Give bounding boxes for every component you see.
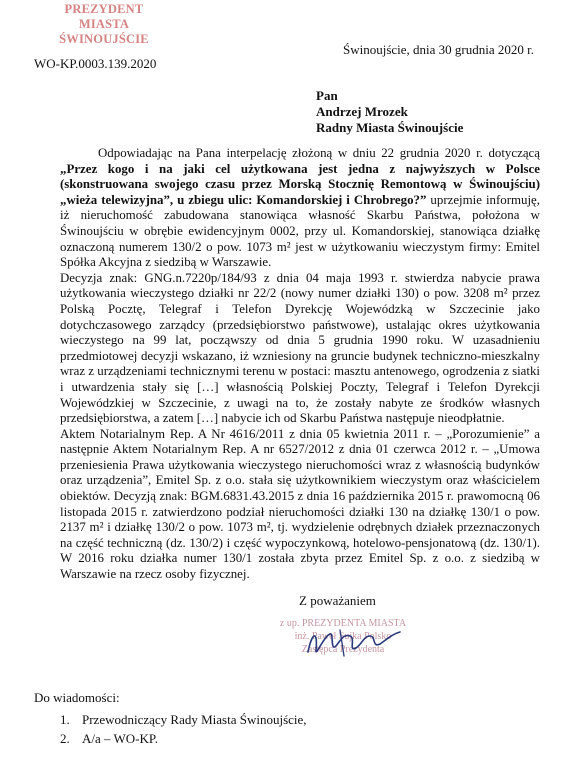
distribution-item-number: 1. bbox=[60, 712, 70, 727]
recipient-block bbox=[316, 88, 463, 136]
recipient-role: Radny Miasta Świnoujście bbox=[316, 120, 464, 135]
signature-stamp-line1: z up. PREZYDENTA MIASTA bbox=[279, 618, 407, 629]
closing-greeting: Z poważaniem bbox=[299, 593, 376, 608]
distribution-item-text: Przewodniczący Rady Miasta Świnoujście, bbox=[82, 712, 307, 727]
paragraph-1-rest: uprzejmie informuję, iż nieruchomość zabudowana stanowiąca własność Skarbu Państwa, położona w Świnoujściu w obrębie ewidencyjnym 0002, przy ul. Komandorskiej, stanowiąca działkę oznaczoną numerem 130/2 o pow. 1073 m² jest w użytkowaniu wieczystym firmy: Emitel Spółka Akcyjna z siedzibą w Warszawie. bbox=[60, 192, 541, 270]
signature-stamp-line2: inż. Paweł Sujka Polsko bbox=[294, 631, 392, 642]
paragraph-1 bbox=[60, 146, 540, 271]
distribution-item-number: 2. bbox=[60, 731, 70, 746]
distribution-title: Do wiadomości: bbox=[34, 690, 120, 705]
paragraph-2: Decyzja znak: GNG.n.7220p/184/93 z dnia 04 maja 1993 r. stwierdza nabycie prawa użytkowania wieczystego działki nr 22/2 (nowy numer działki 130) o pow. 3208 m² przez Polską Pocztę, Telegraf i Telefon Dyrekcję Wojewódzką w Szczecinie jako dotychczasowego zarządcy (przedsiębiorstwo państwowe), ustalając okres użytkowania wieczystego na 99 lat, począwszy od dnia 5 grudnia 1990 roku. W uzasadnieniu przedmiotowej decyzji wskazano, iż wzniesiony na gruncie budynek techniczno-mieszkalny wraz z urządzeniami technicznymi terenu w postaci: masztu antenowego, ogrodzenia z siatki i utwardzenia stały się […] własnością Polskiej Poczty, Telegraf i Telefon Dyrekcji Wojewódzkiej w Szczecinie, z uwagi na to, że zostały nabyte ze środków własnych przedsiębiorstwa, a zatem […] nabycie ich od Skarbu Państwa następuje nieodpłatnie. bbox=[60, 270, 540, 426]
distribution-item-text: A/a – WO-KP. bbox=[82, 731, 158, 746]
distribution-item bbox=[60, 710, 307, 729]
recipient-title: Pan bbox=[316, 88, 338, 103]
paragraph-1-intro: Odpowiadając na Pana interpelację złożoną w dniu 22 grudnia 2020 r. dotyczącą bbox=[98, 146, 540, 160]
recipient-name: Andrzej Mrozek bbox=[316, 104, 408, 119]
office-stamp-line2: MIASTA ŚWINOUJŚCIE bbox=[59, 17, 149, 46]
handwritten-signature bbox=[300, 622, 410, 662]
office-stamp bbox=[34, 2, 174, 47]
letter-body bbox=[60, 146, 540, 583]
reference-number: WO-KP.0003.139.2020 bbox=[34, 56, 157, 71]
interpellation-question: „Przez kogo i na jaki cel użytkowana jest jedna z najwyższych w Polsce (skonstruowana swojego czasu przez Morską Stocznię Remontową w Świnoujściu) „wieża telewizyjna”, u zbiegu ulic: Komandorskiej i Chrobrego?” bbox=[60, 161, 540, 207]
distribution-item bbox=[60, 729, 307, 748]
paragraph-3: Aktem Notarialnym Rep. A Nr 4616/2011 z dnia 05 kwietnia 2011 r. – „Porozumienie” a następnie Aktem Notarialnym Rep. A nr 6527/2012 z dnia 01 czerwca 2012 r. – „Umowa przeniesienia Prawa użytkowania wieczystego nieruchomości wraz z własnością budynków oraz urządzenia”, Emitel Sp. z o.o. stała się użytkownikiem wieczystym oraz właścicielem obiektów. Decyzją znak: BGM.6831.43.2015 z dnia 16 października 2015 r. prawomocną 06 listopada 2015 r. zatwierdzono podział nieruchomości działki 130 na działkę 130/1 o pow. 2137 m² i działkę 130/2 o pow. 1073 m², tj. wydzielenie odrębnych działek przeznaczonych na część techniczną (dz. 130/2) i część wypoczynkową, hotelowo-pensjonatową (dz. 130/1). W 2016 roku działka numer 130/1 została zbyta przez Emitel Sp. z o.o. z siedzibą w Warszawie na rzecz osoby fizycznej. bbox=[60, 426, 540, 582]
distribution-list bbox=[60, 710, 307, 748]
place-and-date: Świnoujście, dnia 30 grudnia 2020 r. bbox=[342, 42, 534, 57]
office-stamp-line1: PREZYDENT bbox=[64, 2, 144, 16]
signature-stamp-line3: Zastępca Prezydenta bbox=[301, 644, 385, 655]
